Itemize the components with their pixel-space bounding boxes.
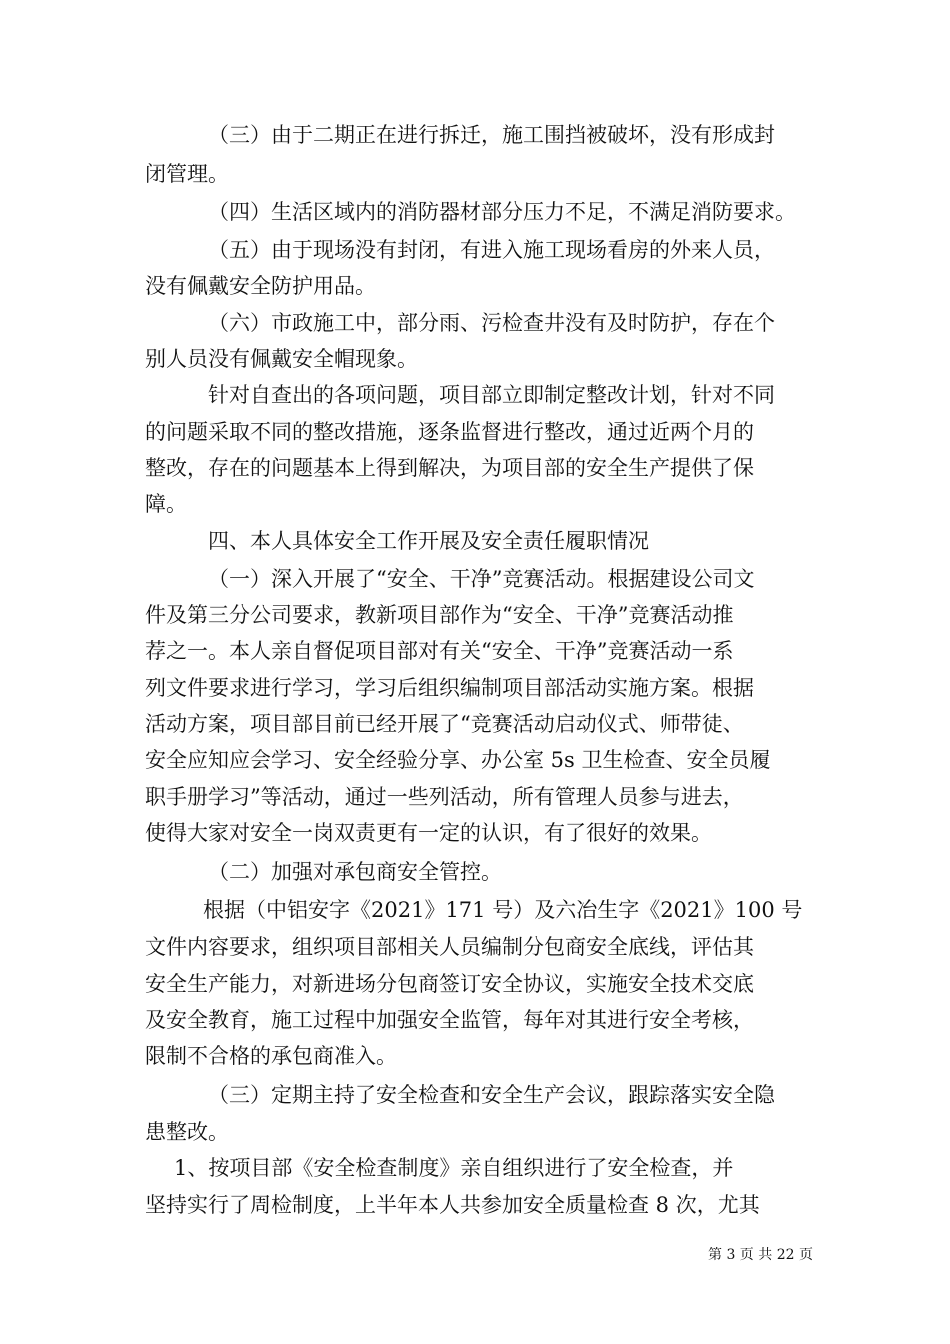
paragraph-line: （三）由于二期正在进行拆迁，施工围挡被破坏，没有形成封	[208, 123, 775, 147]
paragraph-line: （四）生活区域内的消防器材部分压力不足，不满足消防要求。	[208, 200, 796, 224]
paragraph-line: （一）深入开展了“安全、干净”竞赛活动。根据建设公司文	[208, 567, 755, 591]
paragraph-line: 文件内容要求，组织项目部相关人员编制分包商安全底线，评估其	[145, 935, 754, 959]
paragraph-line: 安全生产能力，对新进场分包商签订安全协议，实施安全技术交底	[145, 972, 754, 996]
paragraph-line: 整改，存在的问题基本上得到解决，为项目部的安全生产提供了保	[145, 456, 754, 480]
paragraph-line: 闭管理。	[145, 162, 229, 186]
paragraph-line: （五）由于现场没有封闭，有进入施工现场看房的外来人员，	[208, 238, 775, 262]
paragraph-line: 坚持实行了周检制度，上半年本人共参加安全质量检查 8 次，尤其	[145, 1193, 760, 1217]
page-number-footer: 第 3 页 共 22 页	[708, 1247, 813, 1263]
paragraph-line: （二）加强对承包商安全管控。	[208, 860, 502, 884]
paragraph-line: 活动方案，项目部目前已经开展了“竞赛活动启动仪式、师带徒、	[145, 712, 744, 736]
paragraph-line: （六）市政施工中，部分雨、污检查井没有及时防护，存在个	[208, 311, 775, 335]
paragraph-line: 针对自查出的各项问题，项目部立即制定整改计划，针对不同	[208, 383, 775, 407]
paragraph-line: 列文件要求进行学习，学习后组织编制项目部活动实施方案。根据	[145, 676, 754, 700]
paragraph-line: 使得大家对安全一岗双责更有一定的认识，有了很好的效果。	[145, 821, 712, 845]
paragraph-line: 件及第三分公司要求，教新项目部作为“安全、干净”竞赛活动推	[145, 603, 734, 627]
paragraph-line: 根据（中铝安字《2021》171 号）及六冶生字《2021》100 号	[203, 898, 803, 922]
paragraph-line: 1、按项目部《安全检查制度》亲自组织进行了安全检查，并	[174, 1156, 734, 1180]
section-heading: 四、本人具体安全工作开展及安全责任履职情况	[208, 529, 649, 553]
paragraph-line: 限制不合格的承包商准入。	[145, 1044, 397, 1068]
paragraph-line: 没有佩戴安全防护用品。	[145, 274, 376, 298]
paragraph-line: 别人员没有佩戴安全帽现象。	[145, 347, 418, 371]
paragraph-line: 职手册学习”等活动，通过一些列活动，所有管理人员参与进去，	[145, 785, 744, 809]
paragraph-line: （三）定期主持了安全检查和安全生产会议，跟踪落实安全隐	[208, 1083, 775, 1107]
paragraph-line: 安全应知应会学习、安全经验分享、办公室 5s 卫生检查、安全员履	[145, 748, 771, 772]
paragraph-line: 荐之一。本人亲自督促项目部对有关“安全、干净”竞赛活动一系	[145, 639, 734, 663]
paragraph-line: 障。	[145, 492, 187, 516]
paragraph-line: 的问题采取不同的整改措施，逐条监督进行整改，通过近两个月的	[145, 420, 754, 444]
paragraph-line: 患整改。	[145, 1120, 229, 1144]
paragraph-line: 及安全教育，施工过程中加强安全监管，每年对其进行安全考核，	[145, 1008, 754, 1032]
